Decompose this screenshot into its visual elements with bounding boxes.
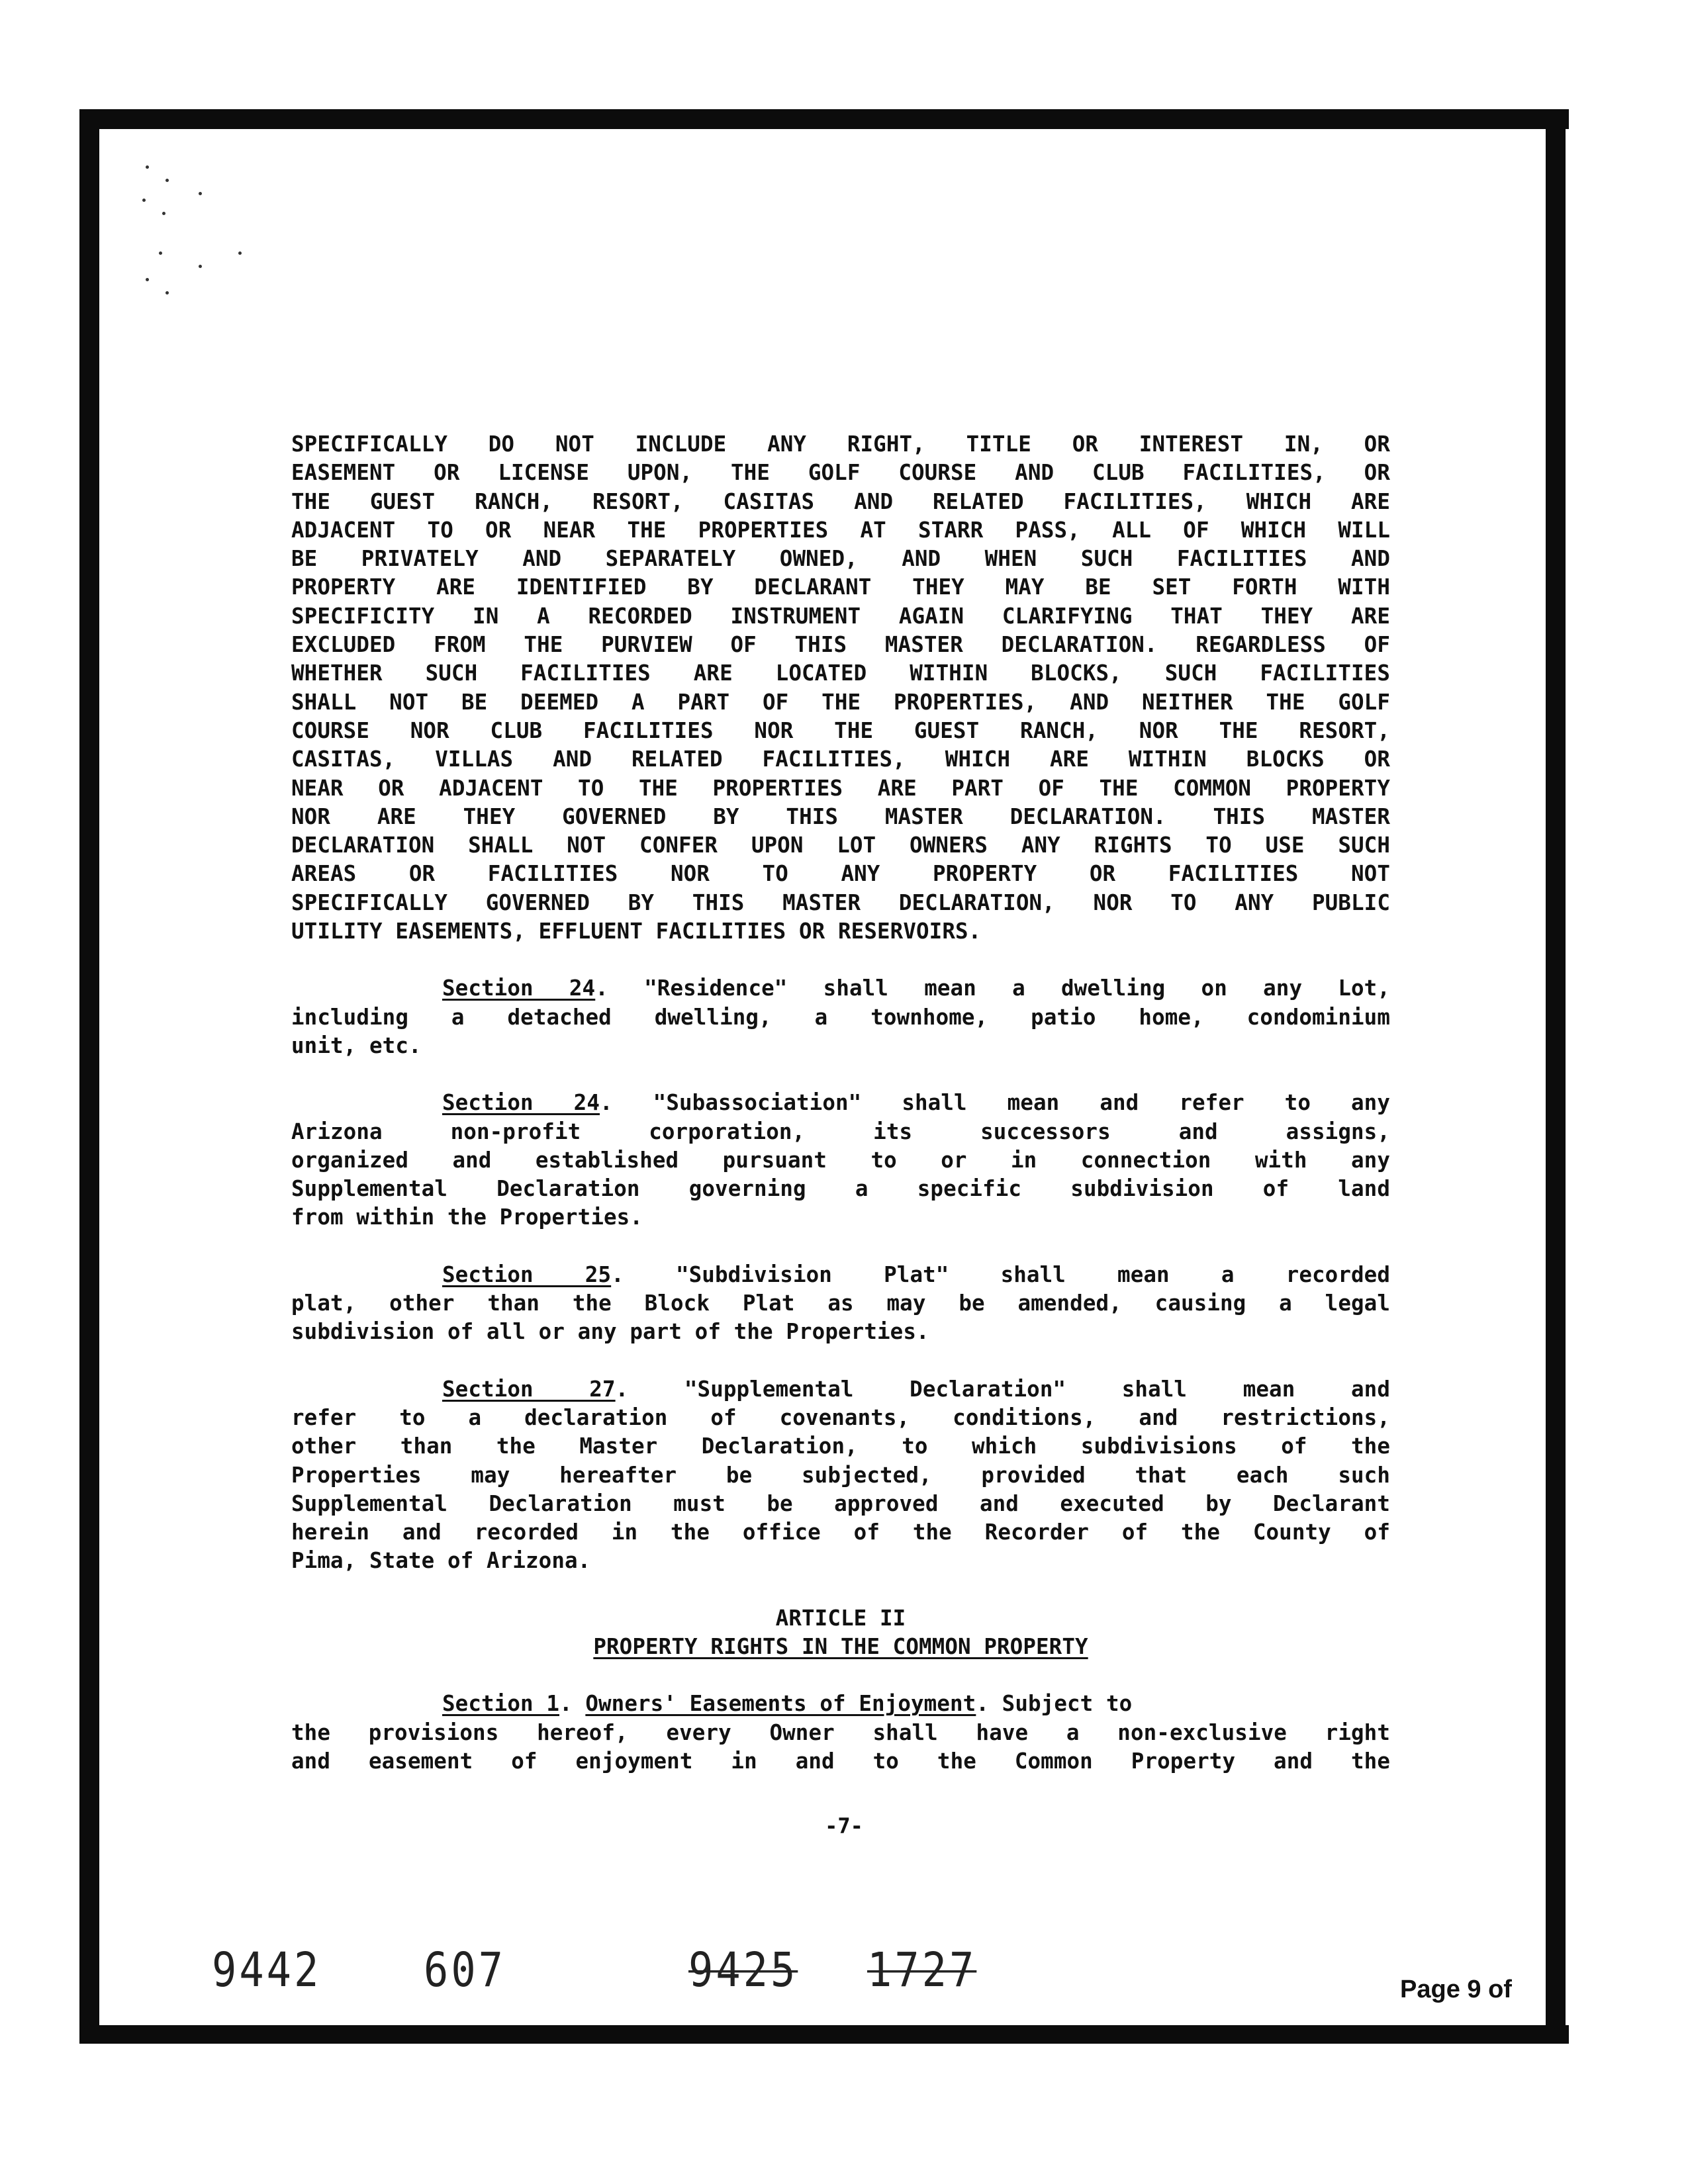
text-line: SHALL NOT BE DEEMED A PART OF THE PROPERTIES, AND NEITHER THE GOLF (291, 689, 1390, 715)
text-line: Supplemental Declaration governing a specific subdivision of land (291, 1176, 1390, 1202)
recorder-page-stamp: 607 (424, 1942, 506, 1998)
text-line: organized and established pursuant to or in connection with any (291, 1147, 1390, 1173)
section-owners-easements: Section 1. Owners' Easements of Enjoyment. Subject to the provisions hereof, every Owner shall have a non-exclusive right and easement of enjoyment in and to the Common Property and the (291, 1690, 1390, 1776)
text-line: BE PRIVATELY AND SEPARATELY OWNED, AND WHEN SUCH FACILITIES AND (291, 546, 1390, 572)
text-line: SPECIFICALLY DO NOT INCLUDE ANY RIGHT, TITLE OR INTEREST IN, OR (291, 432, 1390, 457)
section-label: Section 1 (442, 1691, 559, 1717)
text-line: and easement of enjoyment in and to the Common Property and the (291, 1748, 1390, 1774)
text-line: CASITAS, VILLAS AND RELATED FACILITIES, WHICH ARE WITHIN BLOCKS OR (291, 747, 1390, 772)
section-subassociation (291, 1089, 1390, 1232)
section-label: Section 25 (442, 1261, 612, 1287)
text-line: EXCLUDED FROM THE PURVIEW OF THIS MASTER DECLARATION. REGARDLESS OF (291, 632, 1390, 658)
text-line: plat, other than the Block Plat as may be amended, causing a legal (291, 1291, 1390, 1316)
text-line: UTILITY EASEMENTS, EFFLUENT FACILITIES OR RESERVOIRS. (291, 919, 982, 944)
text-line: . "Residence" shall mean a dwelling on any Lot, (595, 976, 1390, 1001)
text-line: Subject to (989, 1691, 1133, 1717)
page-number: -7- (825, 1813, 863, 1839)
struck-page-stamp: 1727 (867, 1942, 977, 1998)
text-line: PROPERTY ARE IDENTIFIED BY DECLARANT THEY MAY BE SET FORTH WITH (291, 574, 1390, 600)
text-line: Properties may hereafter be subjected, provided that each such (291, 1462, 1390, 1488)
text-line: Pima, State of Arizona. (291, 1548, 591, 1574)
section-label: Section 27 (442, 1376, 616, 1402)
text-line: refer to a declaration of covenants, conditions, and restrictions, (291, 1404, 1390, 1430)
scan-border-top (79, 109, 1569, 129)
text-line: herein and recorded in the office of the Recorder of the County of (291, 1520, 1390, 1545)
text-line: EASEMENT OR LICENSE UPON, THE GOLF COURSE AND CLUB FACILITIES, OR (291, 460, 1390, 486)
text-line: other than the Master Declaration, to which subdivisions of the (291, 1433, 1390, 1459)
recorder-book-stamp: 9442 (212, 1942, 322, 1998)
text-line: SPECIFICITY IN A RECORDED INSTRUMENT AGAIN CLARIFYING THAT THEY ARE (291, 603, 1390, 629)
section-label: Section 24 (442, 1090, 600, 1116)
text-line: . "Subdivision Plat" shall mean a recorded (611, 1261, 1390, 1287)
text-line: SPECIFICALLY GOVERNED BY THIS MASTER DECLARATION, NOR TO ANY PUBLIC (291, 889, 1390, 915)
text-line: DECLARATION SHALL NOT CONFER UPON LOT OWNERS ANY RIGHTS TO USE SUCH (291, 833, 1390, 858)
scan-border-left (79, 109, 99, 2042)
scan-border-bottom (79, 2025, 1569, 2044)
section-residence (291, 974, 1390, 1060)
text-line: Arizona non-profit corporation, its successors and assigns, (291, 1118, 1390, 1144)
text-line: . "Supplemental Declaration" shall mean and (615, 1376, 1390, 1402)
text-line: NEAR OR ADJACENT TO THE PROPERTIES ARE PART OF THE COMMON PROPERTY (291, 775, 1390, 801)
caps-paragraph (291, 430, 1390, 946)
text-line: AREAS OR FACILITIES NOR TO ANY PROPERTY OR FACILITIES NOT (291, 861, 1390, 887)
text-line: the provisions hereof, every Owner shall have a non-exclusive right (291, 1719, 1390, 1745)
text-line: ADJACENT TO OR NEAR THE PROPERTIES AT STARR PASS, ALL OF WHICH WILL (291, 517, 1390, 543)
text-line: Supplemental Declaration must be approved and executed by Declarant (291, 1490, 1390, 1516)
text-line: COURSE NOR CLUB FACILITIES NOR THE GUEST RANCH, NOR THE RESORT, (291, 717, 1390, 743)
scan-border-right (1546, 109, 1566, 2042)
page-count-label: Page 9 of (1400, 1976, 1512, 2003)
section-heading: Owners' Easements of Enjoyment (585, 1691, 976, 1717)
text-line: unit, etc. (291, 1032, 422, 1058)
text-line: THE GUEST RANCH, RESORT, CASITAS AND RELATED FACILITIES, WHICH ARE (291, 488, 1390, 514)
text-line: WHETHER SUCH FACILITIES ARE LOCATED WITHIN BLOCKS, SUCH FACILITIES (291, 660, 1390, 686)
struck-book-stamp: 9425 (688, 1942, 798, 1998)
article-heading (291, 1604, 1390, 1662)
text-line: NOR ARE THEY GOVERNED BY THIS MASTER DECLARATION. THIS MASTER (291, 803, 1390, 829)
document-body (291, 430, 1390, 1776)
article-title: ARTICLE II (775, 1605, 906, 1631)
text-line: subdivision of all or any part of the Properties. (291, 1319, 929, 1345)
article-subtitle: PROPERTY RIGHTS IN THE COMMON PROPERTY (593, 1633, 1088, 1659)
text-line: from within the Properties. (291, 1205, 643, 1230)
section-label: Section 24 (442, 976, 596, 1001)
section-subdivision-plat (291, 1261, 1390, 1347)
text-line: . "Subassociation" shall mean and refer to any (600, 1090, 1390, 1116)
text-line: including a detached dwelling, a townhome, patio home, condominium (291, 1004, 1390, 1030)
section-supplemental-declaration (291, 1375, 1390, 1576)
